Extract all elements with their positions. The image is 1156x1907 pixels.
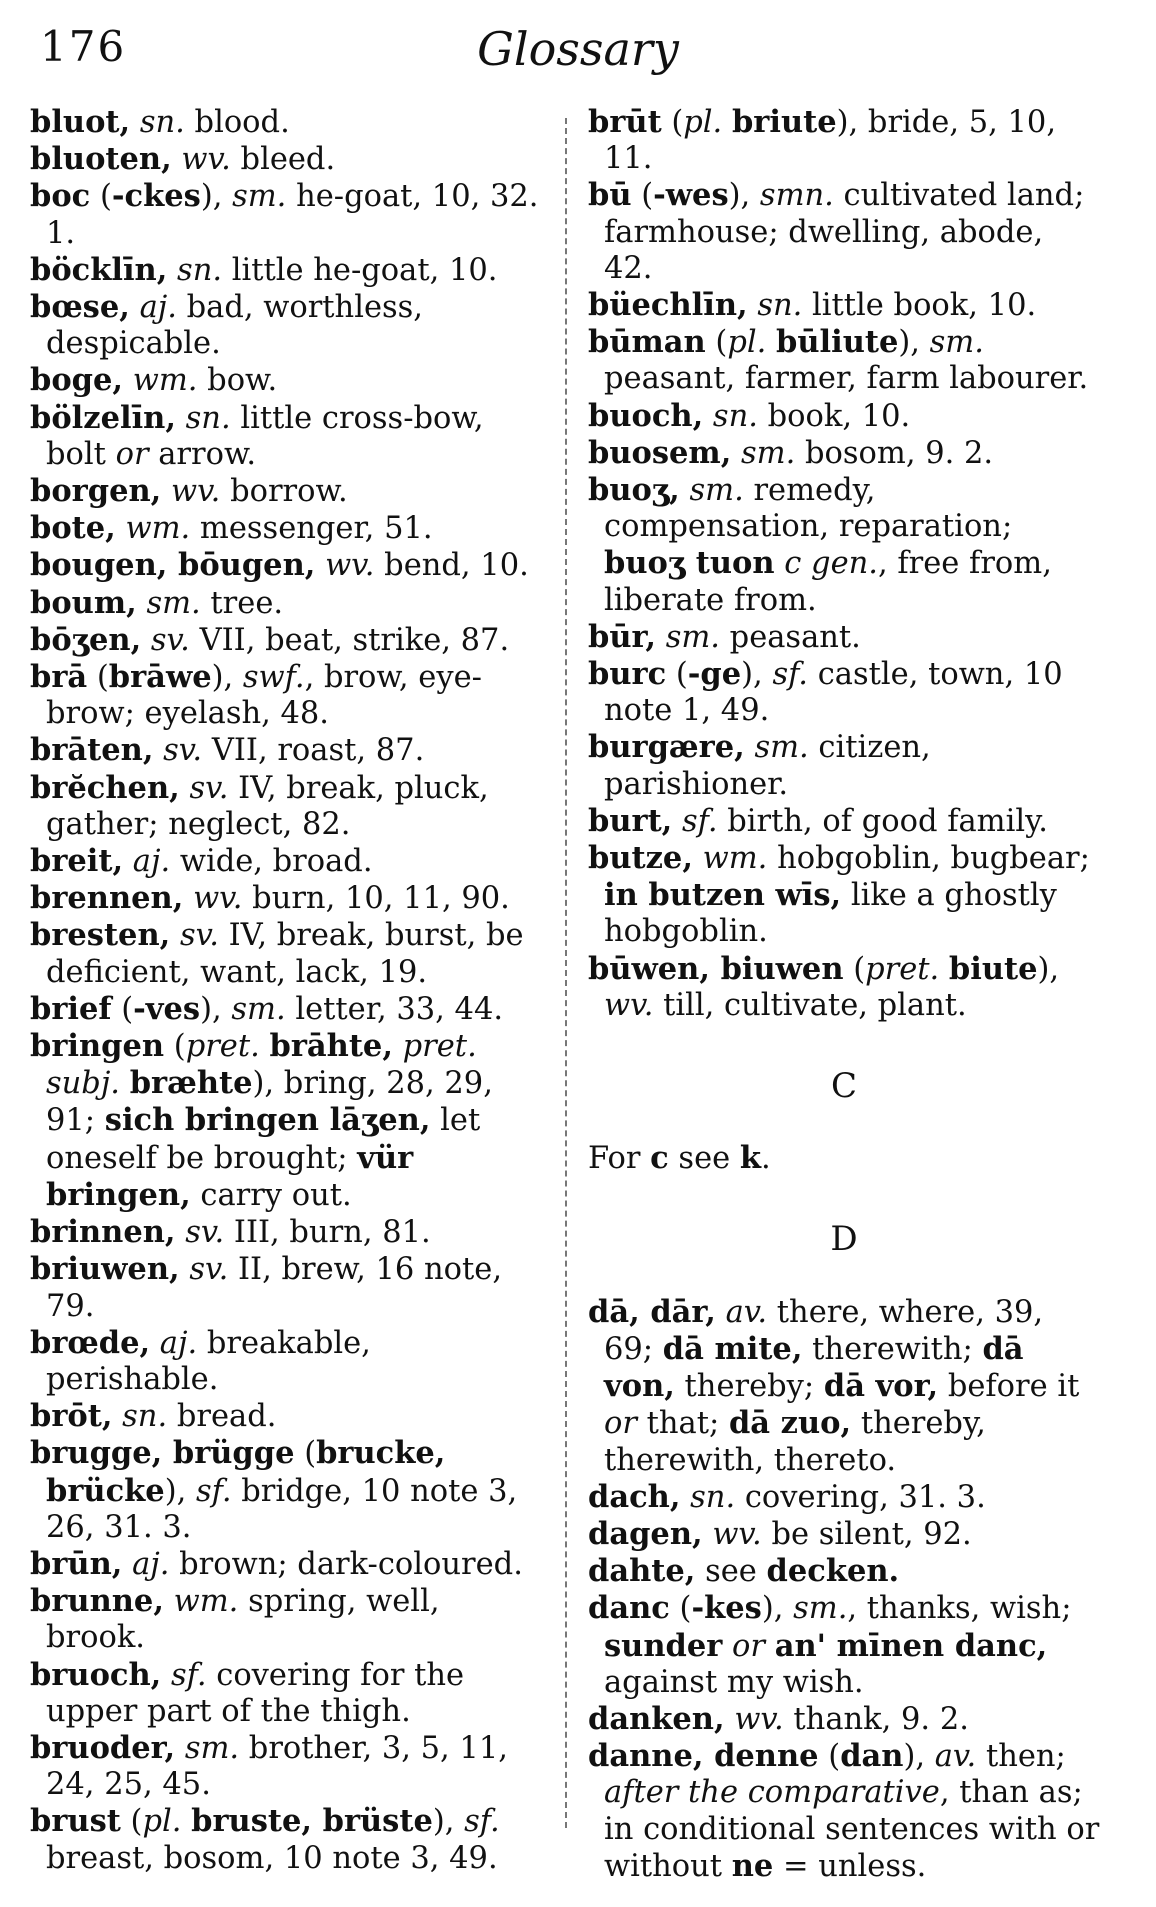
glossary-entry: buosem, sm. bosom, 9. 2. (588, 434, 994, 471)
glossary-entry: brust (pl. bruste, brüste), sf. breast, bosom, 10 note 3, 49. (30, 1803, 500, 1876)
glossary-entry: bōʒen, sv. VII, beat, strike, 87. (30, 621, 510, 658)
left-column (30, 104, 542, 1877)
section-heading-c: C (830, 1066, 857, 1107)
glossary-entry: danc (-kes), sm., thanks, wish; sunder or an' mīnen danc, against my wish. (588, 1590, 1072, 1700)
page-number: 176 (40, 22, 127, 71)
glossary-entry: brā (brāwe), swf., brow, eye-brow; eyelash, 48. (30, 659, 482, 732)
right-column (588, 104, 1100, 1885)
glossary-entry: bœse, aj. bad, worthless, despicable. (30, 289, 423, 362)
page-title: Glossary (477, 22, 679, 76)
glossary-entry: brāten, sv. VII, roast, 87. (30, 732, 425, 769)
glossary-entry: butze, wm. hobgoblin, bugbear; in butzen wīs, like a ghostly hobgoblin. (588, 840, 1090, 950)
glossary-entry: danne, denne (dan), av. then; after the comparative, than as; in conditional sentences with or without ne = unless. (588, 1738, 1100, 1884)
glossary-entry: bringen (pret. brāhte, pret. subj. bræhte), bring, 28, 29, 91; sich bringen lāʒen, let oneself be brought; vür bringen, carry out. (30, 1028, 493, 1213)
column-divider (565, 118, 568, 1828)
d-entries (588, 1294, 1100, 1885)
glossary-entry: bougen, bōugen, wv. bend, 10. (30, 547, 529, 584)
glossary-entry: brĕchen, sv. IV, break, pluck, gather; neglect, 82. (30, 769, 489, 842)
glossary-entry: büechlīn, sn. little book, 10. (588, 287, 1037, 324)
glossary-entry: dahte, see decken. (588, 1553, 900, 1590)
section-c-note: For c see k. (588, 1140, 771, 1177)
glossary-entry: brœde, aj. breakable, perishable. (30, 1324, 371, 1397)
glossary-entry: boum, sm. tree. (30, 584, 284, 621)
glossary-entry: burgære, sm. citizen, parishioner. (588, 729, 931, 802)
glossary-entry: dā, dār, av. there, where, 39, 69; dā mite, therewith; dā von, thereby; dā vor, before it or that; dā zuo, thereby, therewith, thereto. (588, 1293, 1080, 1478)
glossary-entry: brennen, wv. burn, 10, 11, 90. (30, 880, 510, 917)
glossary-entry: bruoch, sf. covering for the upper part of the thigh. (30, 1656, 465, 1729)
section-heading-d: D (830, 1219, 858, 1260)
glossary-entry: bresten, sv. IV, break, burst, be deficient, want, lack, 19. (30, 917, 524, 990)
glossary-entry: dagen, wv. be silent, 92. (588, 1515, 972, 1552)
glossary-entry: borgen, wv. borrow. (30, 473, 348, 510)
glossary-entry: būwen, biuwen (pret. biute), wv. till, cultivate, plant. (588, 950, 1060, 1023)
glossary-entry: dach, sn. covering, 31. 3. (588, 1478, 986, 1515)
glossary-entry: briuwen, sv. II, brew, 16 note, 79. (30, 1251, 503, 1324)
glossary-entry: būman (pl. būliute), sm. peasant, farmer, farm labourer. (588, 324, 1089, 397)
glossary-entry: brinnen, sv. III, burn, 81. (30, 1214, 431, 1251)
glossary-entry: būr, sm. peasant. (588, 618, 861, 655)
glossary-entry: buoch, sn. book, 10. (588, 397, 911, 434)
glossary-entry: boc (-ckes), sm. he-goat, 10, 32. 1. (30, 178, 539, 251)
glossary-entry: bū (-wes), smn. cultivated land; farmhouse; dwelling, abode, 42. (588, 177, 1085, 286)
glossary-entry: boge, wm. bow. (30, 362, 278, 399)
glossary-entry: burt, sf. birth, of good family. (588, 802, 1048, 839)
glossary-entry: brūt (pl. briute), bride, 5, 10, 11. (588, 104, 1057, 177)
glossary-entry: bölzelīn, sn. little cross-bow, bolt or arrow. (30, 399, 484, 472)
glossary-entry: brugge, brügge (brucke, brücke), sf. bridge, 10 note 3, 26, 31. 3. (30, 1435, 518, 1545)
glossary-entry: brūn, aj. brown; dark-coloured. (30, 1545, 523, 1582)
glossary-entry: bluoten, wv. bleed. (30, 141, 336, 178)
glossary-entry: brōt, sn. bread. (30, 1398, 277, 1435)
glossary-entry: bruoder, sm. brother, 3, 5, 11, 24, 25, 45. (30, 1729, 508, 1803)
glossary-entry: bote, wm. messenger, 51. (30, 510, 433, 547)
glossary-entry: danken, wv. thank, 9. 2. (588, 1700, 969, 1737)
glossary-entry: böcklīn, sn. little he-goat, 10. (30, 251, 498, 288)
glossary-entry: buoʒ, sm. remedy, compensation, reparation; buoʒ tuon c gen., free from, liberate from. (588, 472, 1052, 618)
glossary-entry: burc (-ge), sf. castle, town, 10 note 1, 49. (588, 656, 1063, 729)
glossary-entry: brunne, wm. spring, well, brook. (30, 1583, 440, 1656)
glossary-entry: breit, aj. wide, broad. (30, 843, 373, 880)
glossary-entry: bluot, sn. blood. (30, 104, 290, 140)
glossary-entry: brief (-ves), sm. letter, 33, 44. (30, 990, 504, 1027)
b-entries-continued (588, 104, 1100, 1024)
